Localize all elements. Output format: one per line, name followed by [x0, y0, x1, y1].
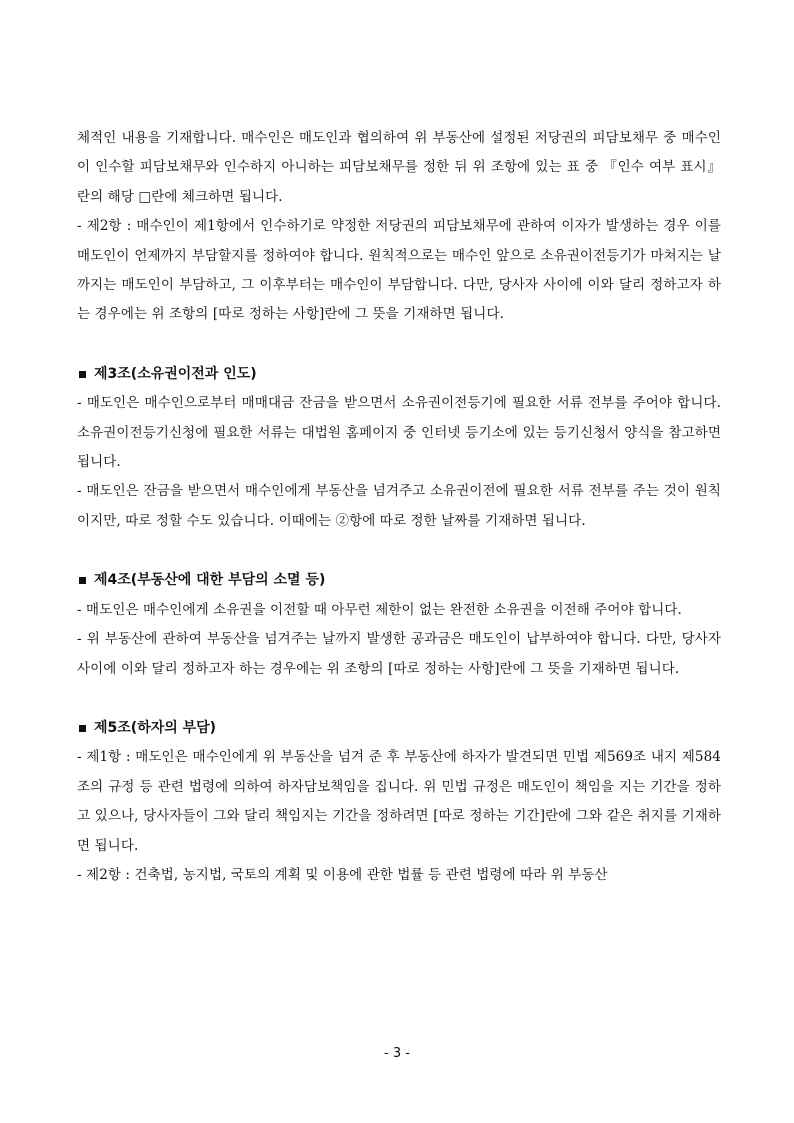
- section-paragraph: - 제2항 : 건축법, 농지법, 국토의 계획 및 이용에 관한 법률 등 관련 법령에 따라 위 부동산: [77, 866, 608, 883]
- section-heading: [77, 360, 721, 389]
- section-article-3: [77, 360, 721, 536]
- square-bullet-icon: [79, 371, 86, 378]
- page-number: - 3 -: [384, 1046, 410, 1061]
- intro-paragraph-2: - 제2항 : 매수인이 제1항에서 인수하기로 약정한 저당권의 피담보채무에 관하여 이자가 발생하는 경우 이를 매도인이 언제까지 부담할지를 정하여야 합니다. 원칙적으로는 매수인 앞으로 소유권이전등기가 마쳐지는 날까지는 매도인이 부담하고, 그 이후부터는 매수인이 부담합니다. 다만, 당사자 사이에 이와 달리 정하고자 하는 경우에는 위 조항의 [따로 정하는 사항]란에 그 뜻을 기재하면 됩니다.: [77, 218, 721, 323]
- section-paragraph: - 매도인은 매수인에게 소유권을 이전할 때 아무런 제한이 없는 완전한 소유권을 이전해 주어야 합니다.: [77, 601, 682, 618]
- section-heading-text: 제3조(소유권이전과 인도): [94, 365, 257, 382]
- document-body: [77, 124, 721, 890]
- section-paragraph: - 매도인은 잔금을 받으면서 매수인에게 부동산을 넘겨주고 소유권이전에 필요한 서류 전부를 주는 것이 원칙이지만, 따로 정할 수도 있습니다. 이때에는 ②항에 따로 정한 날짜를 기재하면 됩니다.: [77, 483, 721, 529]
- section-heading: [77, 566, 721, 595]
- section-paragraph: - 매도인은 매수인으로부터 매매대금 잔금을 받으면서 소유권이전등기에 필요한 서류 전부를 주어야 합니다. 소유권이전등기신청에 필요한 서류는 대법원 홈페이지 중 인터넷 등기소에 있는 등기신청서 양식을 참고하면 됩니다.: [77, 395, 721, 471]
- square-bullet-icon: [79, 577, 86, 584]
- square-bullet-icon: [79, 725, 86, 732]
- section-heading: [77, 714, 721, 743]
- intro-paragraph-1: 체적인 내용을 기재합니다. 매수인은 매도인과 협의하여 위 부동산에 설정된 저당권의 피담보채무 중 매수인이 인수할 피담보채무와 인수하지 아니하는 피담보채무를 정한 뒤 위 조항에 있는 표 중 『인수 여부 표시』란의 해당 □란에 체크하면 됩니다.: [77, 130, 721, 205]
- section-article-5: [77, 714, 721, 890]
- section-article-4: [77, 566, 721, 684]
- section-paragraph: - 위 부동산에 관하여 부동산을 넘겨주는 날까지 발생한 공과금은 매도인이 납부하여야 합니다. 다만, 당사자 사이에 이와 달리 정하고자 하는 경우에는 위 조항의 [따로 정하는 사항]란에 그 뜻을 기재하면 됩니다.: [77, 631, 721, 677]
- section-paragraph: - 제1항 : 매도인은 매수인에게 위 부동산을 넘겨 준 후 부동산에 하자가 발견되면 민법 제569조 내지 제584조의 규정 등 관련 법령에 의하여 하자담보책임을 집니다. 위 민법 규정은 매도인이 책임을 지는 기간을 정하고 있으나, 당사자들이 그와 달리 책임지는 기간을 정하려면 [따로 정하는 기간]란에 그와 같은 취지를 기재하면 됩니다.: [77, 749, 721, 854]
- section-heading-text: 제4조(부동산에 대한 부담의 소멸 등): [94, 572, 326, 589]
- section-heading-text: 제5조(하자의 부담): [94, 719, 217, 736]
